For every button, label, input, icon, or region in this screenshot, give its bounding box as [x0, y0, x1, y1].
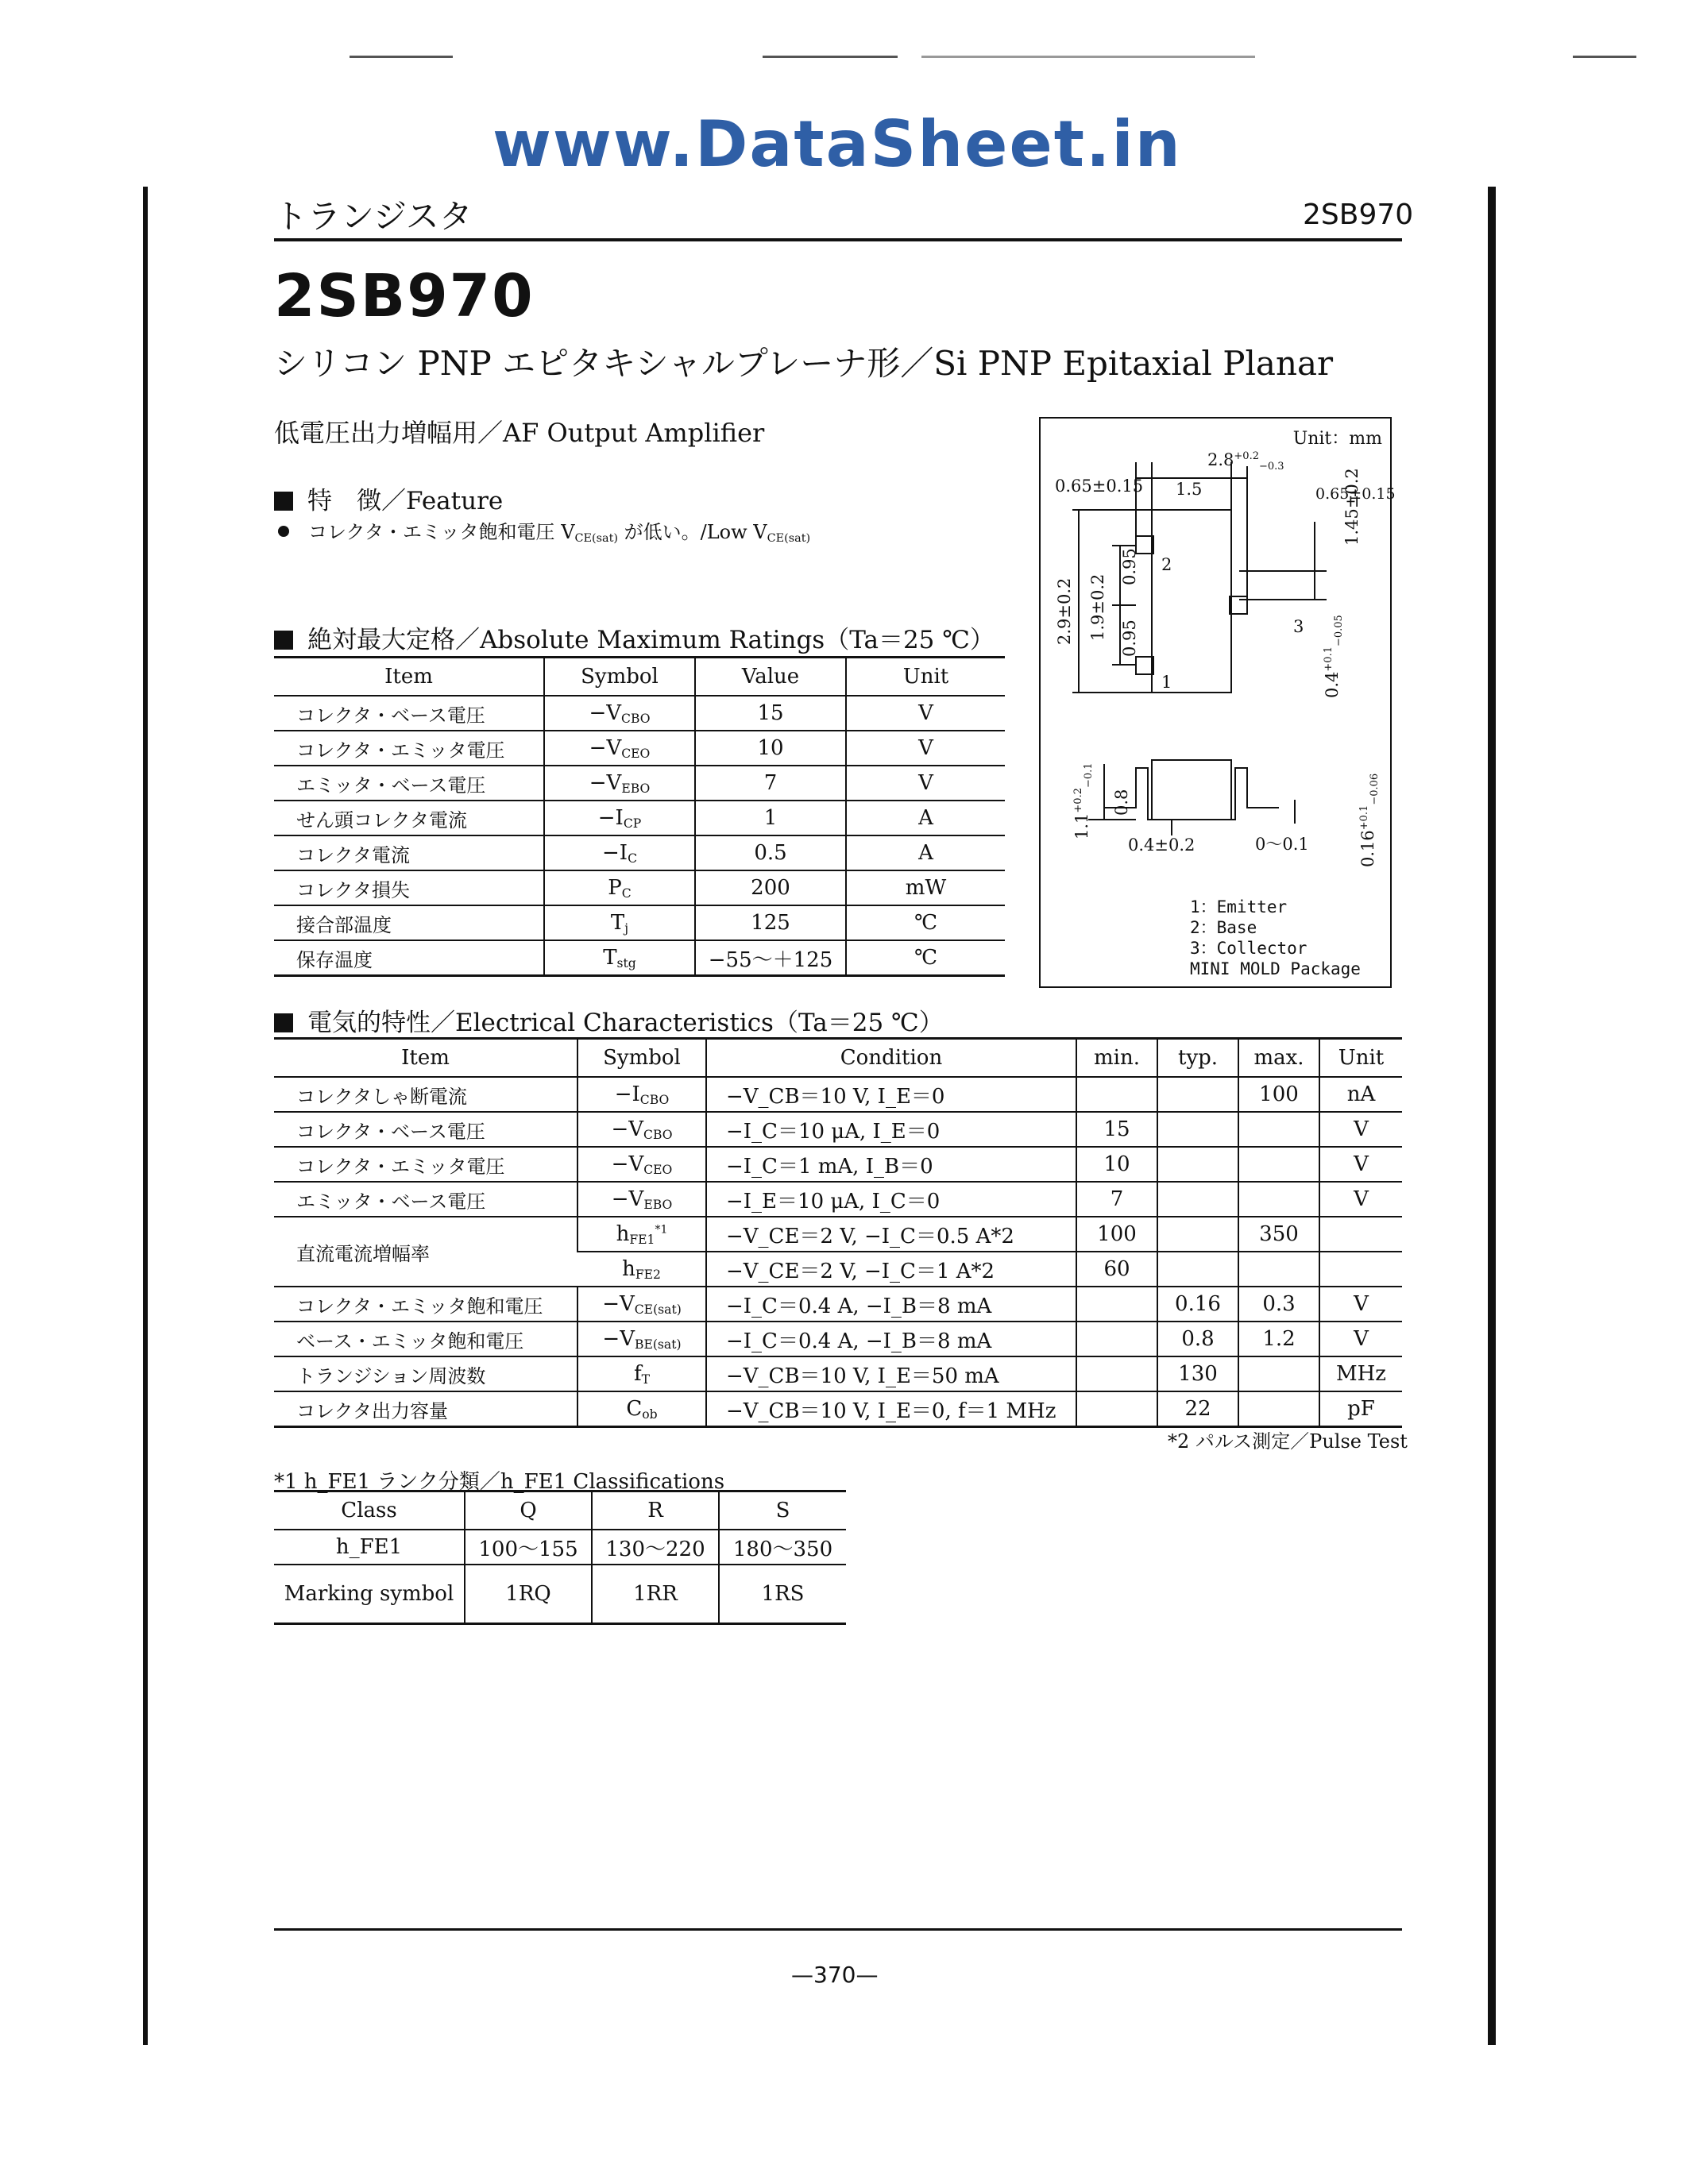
- table-row: [274, 1217, 1402, 1252]
- elec-heading: [274, 1002, 944, 1038]
- dim-tol: +0.1: [1323, 646, 1335, 672]
- symbol-cell: [577, 1182, 706, 1217]
- item-cell: エミッタ・ベース電圧: [274, 1182, 577, 1217]
- condition-cell: −I_C＝0.4 A, −I_B＝8 mA: [706, 1322, 1076, 1356]
- unit-cell: ℃: [846, 940, 1005, 976]
- max-cell: [1238, 1252, 1319, 1287]
- table-row: [274, 1077, 1402, 1112]
- condition-cell: −V_CB＝10 V, I_E＝0, f＝1 MHz: [706, 1391, 1076, 1427]
- symbol-text: −I: [614, 1082, 640, 1106]
- dim-label: 0.4: [1323, 671, 1342, 698]
- symbol-cell: [577, 1112, 706, 1147]
- symbol-cell: [577, 1252, 706, 1287]
- dim-tol: +0.2: [1072, 788, 1084, 813]
- row-label: h_FE1: [274, 1530, 465, 1565]
- unit-cell: V: [1319, 1147, 1402, 1182]
- item-cell: コレクタ・エミッタ飽和電圧: [274, 1287, 577, 1322]
- typ-cell: 0.8: [1157, 1322, 1238, 1356]
- value-cell: 15: [695, 696, 846, 731]
- dim-label: 0.65±0.15: [1055, 477, 1144, 496]
- dim-tol: +0.1: [1358, 805, 1370, 831]
- square-bullet-icon: [274, 1013, 293, 1032]
- condition-cell: −V_CB＝10 V, I_E＝50 mA: [706, 1356, 1076, 1391]
- symbol-cell: [544, 905, 695, 940]
- symbol-subscript: CBO: [621, 711, 651, 726]
- dim-tol: −0.05: [1333, 615, 1346, 647]
- table-row: [274, 1530, 846, 1565]
- max-cell: [1238, 1391, 1319, 1427]
- pin-number: 2: [1161, 555, 1172, 574]
- symbol-text: −V: [589, 770, 622, 795]
- symbol-text: −V: [602, 1326, 635, 1351]
- binder-edge-left: [143, 187, 148, 2045]
- max-cell: [1238, 1147, 1319, 1182]
- value-cell: 10: [695, 731, 846, 766]
- dim-label: 1.9±0.2: [1088, 573, 1107, 641]
- symbol-subscript: BE(sat): [634, 1337, 682, 1352]
- value-cell: 200: [695, 870, 846, 905]
- min-cell: 7: [1076, 1182, 1157, 1217]
- footer-rule: [274, 1928, 1402, 1931]
- col-header: Class: [274, 1491, 465, 1530]
- condition-cell: −V_CB＝10 V, I_E＝0: [706, 1077, 1076, 1112]
- symbol-text: −V: [611, 1152, 644, 1176]
- condition-cell: −I_C＝10 μA, I_E＝0: [706, 1112, 1076, 1147]
- header-part-number: 2SB970: [1303, 199, 1414, 231]
- dim-label: 1.1: [1072, 812, 1091, 839]
- item-cell: せん頭コレクタ電流: [274, 801, 544, 835]
- pin-1-pad: [1136, 657, 1153, 674]
- item-cell: コレクタ・ベース電圧: [274, 696, 544, 731]
- abs-max-heading-text: 絶対最大定格／Absolute Maximum Ratings（Ta＝25 ℃）: [307, 626, 995, 654]
- typ-cell: 22: [1157, 1391, 1238, 1427]
- min-cell: [1076, 1322, 1157, 1356]
- col-header: Value: [695, 658, 846, 696]
- unit-cell: ℃: [846, 905, 1005, 940]
- symbol-subscript: T: [641, 1372, 651, 1387]
- value-cell: −55～＋125: [695, 940, 846, 976]
- item-cell: コレクタしゃ断電流: [274, 1077, 577, 1112]
- symbol-text: C: [626, 1396, 643, 1421]
- table-cell: 180～350: [719, 1530, 846, 1565]
- max-cell: [1238, 1356, 1319, 1391]
- package-body-top: [1152, 510, 1231, 693]
- symbol-text: T: [603, 945, 617, 970]
- symbol-cell: [544, 870, 695, 905]
- value-cell: 125: [695, 905, 846, 940]
- value-cell: 1: [695, 801, 846, 835]
- symbol-subscript: CEO: [643, 1162, 673, 1177]
- item-cell: コレクタ損失: [274, 870, 544, 905]
- scan-artifact: [1573, 56, 1636, 58]
- symbol-subscript: CP: [623, 816, 642, 831]
- value-cell: 0.5: [695, 835, 846, 870]
- watermark: www.DataSheet.in: [492, 107, 1182, 181]
- col-header: S: [719, 1491, 846, 1530]
- symbol-text: −V: [589, 700, 622, 725]
- dim-tol: −0.06: [1369, 773, 1381, 805]
- symbol-subscript: CBO: [643, 1127, 673, 1142]
- table-row: [274, 696, 1005, 731]
- dim-tol: −0.1: [1083, 762, 1095, 789]
- pin-number: 1: [1161, 673, 1172, 692]
- pin-number: 3: [1293, 617, 1304, 636]
- dim-label: 0.16: [1358, 830, 1377, 867]
- symbol-cell: [544, 696, 695, 731]
- header-rule: [274, 238, 1402, 241]
- unit-cell: V: [1319, 1322, 1402, 1356]
- abs-max-body: [274, 696, 1005, 976]
- unit-cell: mW: [846, 870, 1005, 905]
- symbol-cell: [544, 766, 695, 801]
- dim-label: 0.95: [1120, 619, 1139, 657]
- condition-cell: −I_C＝1 mA, I_B＝0: [706, 1147, 1076, 1182]
- unit-cell: [1319, 1217, 1402, 1252]
- feature-sub: CE(sat): [574, 532, 619, 545]
- symbol-subscript: ob: [642, 1406, 658, 1422]
- table-row: [274, 1182, 1402, 1217]
- table-row: [274, 940, 1005, 976]
- item-cell: 直流電流増幅率: [274, 1217, 577, 1287]
- page-title: 2SB970: [274, 262, 535, 330]
- symbol-cell: [577, 1147, 706, 1182]
- table-row: [274, 1147, 1402, 1182]
- typ-cell: [1157, 1112, 1238, 1147]
- col-header: Symbol: [544, 658, 695, 696]
- legend-item: 3：Collector: [1190, 939, 1308, 958]
- symbol-text: −V: [611, 1117, 644, 1141]
- item-cell: コレクタ出力容量: [274, 1391, 577, 1427]
- dim-label: 2.9±0.2: [1055, 577, 1074, 645]
- table-row: [274, 731, 1005, 766]
- bullet-icon: [278, 526, 289, 537]
- unit-cell: V: [846, 731, 1005, 766]
- symbol-cell: [544, 940, 695, 976]
- pin-legend: [1190, 897, 1361, 979]
- col-header: Symbol: [577, 1039, 706, 1078]
- legend-item: MINI MOLD Package: [1190, 959, 1361, 978]
- classification-title: *1 h_FE1 ランク分類／h_FE1 Classifications: [274, 1470, 725, 1494]
- table-row: [274, 1565, 846, 1624]
- subtitle: シリコン PNP エピタキシャルプレーナ形／Si PNP Epitaxial Planar: [274, 344, 1334, 383]
- symbol-text: −V: [611, 1187, 644, 1211]
- typ-cell: [1157, 1217, 1238, 1252]
- condition-cell: −I_C＝0.4 A, −I_B＝8 mA: [706, 1287, 1076, 1322]
- col-header: Item: [274, 658, 544, 696]
- symbol-subscript: FE2: [635, 1267, 661, 1282]
- feature-text: コレクタ・エミッタ飽和電圧 V: [308, 521, 575, 543]
- typ-cell: [1157, 1147, 1238, 1182]
- symbol-cell: [544, 731, 695, 766]
- symbol-subscript: C: [621, 886, 632, 901]
- pulse-test-note: *2 パルス測定／Pulse Test: [1168, 1430, 1408, 1453]
- unit-cell: V: [1319, 1182, 1402, 1217]
- value-cell: 7: [695, 766, 846, 801]
- elec-table: [274, 1037, 1402, 1428]
- table-row: [274, 905, 1005, 940]
- binder-edge-right: [1488, 187, 1496, 2045]
- dim-tol: −0.3: [1258, 461, 1284, 473]
- dim-tol: +0.2: [1234, 450, 1259, 462]
- unit-cell: [1319, 1252, 1402, 1287]
- classification-table: [274, 1490, 846, 1625]
- symbol-subscript: stg: [616, 955, 636, 970]
- symbol-text: −V: [602, 1291, 635, 1316]
- col-header: Unit: [846, 658, 1005, 696]
- scan-artifact: [350, 56, 453, 58]
- table-cell: 1RR: [592, 1565, 719, 1624]
- legend-item: 1：Emitter: [1190, 897, 1288, 916]
- square-bullet-icon: [274, 492, 293, 511]
- min-cell: [1076, 1287, 1157, 1322]
- feature-sub: CE(sat): [767, 532, 811, 545]
- dim-label: 0.8: [1112, 789, 1131, 816]
- col-header: min.: [1076, 1039, 1157, 1078]
- col-header: Unit: [1319, 1039, 1402, 1078]
- col-header: Condition: [706, 1039, 1076, 1078]
- symbol-subscript: CE(sat): [634, 1302, 682, 1317]
- condition-cell: −V_CE＝2 V, −I_C＝1 A*2: [706, 1252, 1076, 1287]
- max-cell: 1.2: [1238, 1322, 1319, 1356]
- item-cell: トランジション周波数: [274, 1356, 577, 1391]
- dim-label: 1.5: [1176, 480, 1203, 499]
- symbol-text: −I: [602, 840, 628, 865]
- table-cell: 100～155: [465, 1530, 592, 1565]
- symbol-subscript: FE1: [629, 1232, 655, 1247]
- dim-label: 2.8: [1207, 450, 1234, 469]
- min-cell: 60: [1076, 1252, 1157, 1287]
- table-cell: 1RQ: [465, 1565, 592, 1624]
- symbol-cell: [544, 801, 695, 835]
- dim-label: 0.65±0.15: [1315, 485, 1396, 503]
- item-cell: コレクタ・エミッタ電圧: [274, 1147, 577, 1182]
- symbol-text: P: [608, 875, 622, 900]
- square-bullet-icon: [274, 631, 293, 650]
- legend-item: 2：Base: [1190, 918, 1257, 937]
- symbol-text: T: [610, 910, 625, 935]
- symbol-cell: [577, 1217, 706, 1252]
- table-row: [274, 1356, 1402, 1391]
- item-cell: 保存温度: [274, 940, 544, 976]
- table-row: [274, 835, 1005, 870]
- dim-label: 0.4±0.2: [1128, 835, 1196, 855]
- min-cell: [1076, 1356, 1157, 1391]
- dim-label: 0.95: [1120, 548, 1139, 585]
- package-body-side: [1152, 760, 1231, 820]
- table-row: [274, 870, 1005, 905]
- page-number: —370—: [791, 1962, 879, 1988]
- condition-cell: −V_CE＝2 V, −I_C＝0.5 A*2: [706, 1217, 1076, 1252]
- symbol-cell: [577, 1356, 706, 1391]
- dim-label: 1.45±0.2: [1342, 468, 1362, 546]
- scan-artifact: [763, 56, 898, 58]
- min-cell: 100: [1076, 1217, 1157, 1252]
- unit-cell: V: [1319, 1112, 1402, 1147]
- abs-max-heading: [274, 619, 995, 655]
- table-cell: 130～220: [592, 1530, 719, 1565]
- symbol-text: h: [616, 1221, 630, 1246]
- symbol-text: h: [622, 1256, 635, 1281]
- max-cell: 100: [1238, 1077, 1319, 1112]
- symbol-subscript: j: [624, 920, 629, 936]
- symbol-cell: [577, 1391, 706, 1427]
- unit-cell: A: [846, 835, 1005, 870]
- elec-heading-text: 電気的特性／Electrical Characteristics（Ta＝25 ℃）: [307, 1009, 944, 1037]
- symbol-subscript: C: [628, 851, 637, 866]
- min-cell: [1076, 1077, 1157, 1112]
- max-cell: [1238, 1112, 1319, 1147]
- condition-cell: −I_E＝10 μA, I_C＝0: [706, 1182, 1076, 1217]
- feature-heading-text: 特 徴／Feature: [307, 487, 504, 515]
- col-header: max.: [1238, 1039, 1319, 1078]
- col-header: typ.: [1157, 1039, 1238, 1078]
- category-label: トランジスタ: [274, 197, 473, 236]
- table-row: [274, 1287, 1402, 1322]
- symbol-subscript: EBO: [621, 781, 651, 796]
- package-drawing: [1039, 417, 1396, 988]
- unit-cell: V: [846, 696, 1005, 731]
- symbol-cell: [544, 835, 695, 870]
- unit-cell: V: [1319, 1287, 1402, 1322]
- table-row: [274, 801, 1005, 835]
- table-row: [274, 1322, 1402, 1356]
- abs-max-table: [274, 656, 1005, 977]
- typ-cell: 130: [1157, 1356, 1238, 1391]
- item-cell: ベース・エミッタ飽和電圧: [274, 1322, 577, 1356]
- row-label: Marking symbol: [274, 1565, 465, 1624]
- symbol-text: −I: [597, 805, 624, 830]
- feature-text: が低い。/Low V: [618, 521, 767, 543]
- unit-cell: MHz: [1319, 1356, 1402, 1391]
- symbol-cell: [577, 1287, 706, 1322]
- item-cell: 接合部温度: [274, 905, 544, 940]
- min-cell: 15: [1076, 1112, 1157, 1147]
- unit-cell: V: [846, 766, 1005, 801]
- unit-cell: nA: [1319, 1077, 1402, 1112]
- typ-cell: 0.16: [1157, 1287, 1238, 1322]
- unit-cell: A: [846, 801, 1005, 835]
- table-row: [274, 766, 1005, 801]
- col-header: Q: [465, 1491, 592, 1530]
- symbol-subscript: CEO: [621, 746, 651, 761]
- min-cell: [1076, 1391, 1157, 1427]
- col-header: R: [592, 1491, 719, 1530]
- symbol-subscript: CBO: [639, 1092, 670, 1107]
- table-row: [274, 1112, 1402, 1147]
- symbol-subscript: EBO: [643, 1197, 673, 1212]
- item-cell: エミッタ・ベース電圧: [274, 766, 544, 801]
- max-cell: 0.3: [1238, 1287, 1319, 1322]
- table-row: [274, 1391, 1402, 1427]
- col-header: Item: [274, 1039, 577, 1078]
- application-text: 低電圧出力増幅用／AF Output Amplifier: [274, 418, 765, 448]
- symbol-text: −V: [589, 735, 622, 760]
- unit-label: Unit：mm: [1292, 429, 1382, 449]
- feature-heading: [274, 480, 503, 516]
- unit-cell: pF: [1319, 1391, 1402, 1427]
- item-cell: コレクタ・エミッタ電圧: [274, 731, 544, 766]
- scan-artifact: [921, 56, 1255, 58]
- table-cell: 1RS: [719, 1565, 846, 1624]
- item-cell: コレクタ電流: [274, 835, 544, 870]
- max-cell: 350: [1238, 1217, 1319, 1252]
- dim-label: 0～0.1: [1255, 835, 1309, 854]
- typ-cell: [1157, 1077, 1238, 1112]
- elec-body: [274, 1077, 1402, 1427]
- footnote-mark: *1: [655, 1222, 668, 1236]
- min-cell: 10: [1076, 1147, 1157, 1182]
- max-cell: [1238, 1182, 1319, 1217]
- typ-cell: [1157, 1252, 1238, 1287]
- feature-item: [278, 516, 810, 545]
- item-cell: コレクタ・ベース電圧: [274, 1112, 577, 1147]
- typ-cell: [1157, 1182, 1238, 1217]
- symbol-text: f: [633, 1361, 642, 1386]
- symbol-cell: [577, 1322, 706, 1356]
- symbol-cell: [577, 1077, 706, 1112]
